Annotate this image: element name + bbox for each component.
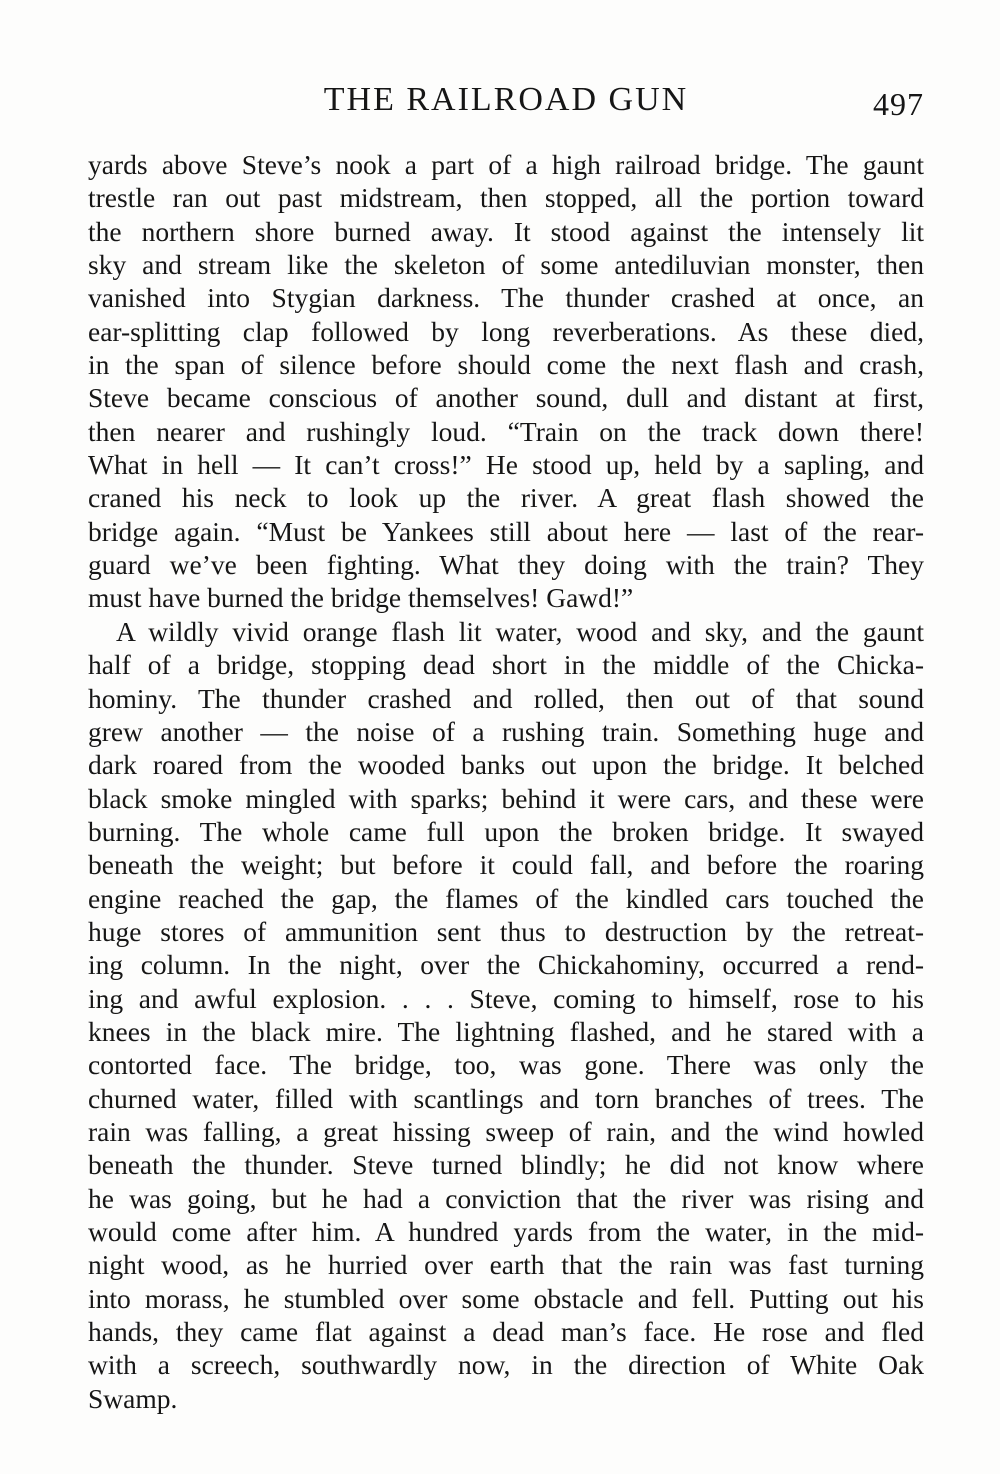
page-header (88, 80, 924, 120)
text-line: huge stores of ammunition sent thus to destruction by the retreat- (88, 915, 924, 947)
text-line: then nearer and rushingly loud. “Train on the track down there! (88, 415, 924, 447)
page-number: 497 (873, 86, 924, 122)
text-line: black smoke mingled with sparks; behind it were cars, and these were (88, 782, 924, 814)
running-head: THE RAILROAD GUN (323, 81, 689, 118)
text-line: night wood, as he hurried over earth that the rain was fast turning (88, 1249, 924, 1281)
text-line: into morass, he stumbled over some obstacle and fell. Putting out his (88, 1282, 924, 1314)
body-text (88, 148, 924, 1415)
text-line: bridge again. “Must be Yankees still about here — last of the rear- (88, 515, 924, 547)
text-line: beneath the weight; but before it could fall, and before the roaring (88, 849, 924, 881)
text-line: engine reached the gap, the flames of the kindled cars touched the (88, 882, 924, 914)
text-line: knees in the black mire. The lightning flashed, and he stared with a (88, 1015, 924, 1047)
text-line: the northern shore burned away. It stood against the intensely lit (88, 215, 924, 247)
text-line: sky and stream like the skeleton of some antediluvian monster, then (88, 249, 924, 281)
paragraph (88, 148, 924, 615)
text-line: guard we’ve been fighting. What they doing with the train? They (88, 549, 924, 581)
text-line: hands, they came flat against a dead man’s face. He rose and fled (88, 1316, 924, 1348)
text-line: yards above Steve’s nook a part of a high railroad bridge. The gaunt (88, 149, 924, 180)
paragraph (88, 615, 924, 1415)
text-line: trestle ran out past midstream, then stopped, all the portion toward (88, 182, 924, 214)
text-line: craned his neck to look up the river. A great flash showed the (88, 482, 924, 514)
text-line: hominy. The thunder crashed and rolled, then out of that sound (88, 682, 924, 714)
text-line: dark roared from the wooded banks out upon the bridge. It belched (88, 749, 924, 781)
text-line: he was going, but he had a conviction that the river was rising and (88, 1182, 924, 1214)
text-line: burning. The whole came full upon the broken bridge. It swayed (88, 815, 924, 847)
text-line: rain was falling, a great hissing sweep of rain, and the wind howled (88, 1115, 924, 1147)
text-line: A wildly vivid orange flash lit water, wood and sky, and the gaunt (116, 615, 924, 647)
text-line: vanished into Stygian darkness. The thunder crashed at once, an (88, 282, 924, 314)
text-line: must have burned the bridge themselves! Gawd!” (88, 582, 634, 614)
text-line: ing column. In the night, over the Chickahominy, occurred a rend- (88, 949, 924, 981)
text-line: in the span of silence before should come the next flash and crash, (88, 349, 924, 381)
text-line: ear-splitting clap followed by long reverberations. As these died, (88, 315, 924, 347)
text-line: contorted face. The bridge, too, was gone. There was only the (88, 1049, 924, 1081)
text-line: Steve became conscious of another sound, dull and distant at first, (88, 382, 924, 414)
text-line: Swamp. (88, 1382, 178, 1414)
text-line: with a screech, southwardly now, in the direction of White Oak (88, 1349, 924, 1381)
text-line: grew another — the noise of a rushing train. Something huge and (88, 715, 924, 747)
text-line: churned water, filled with scantlings and torn branches of trees. The (88, 1082, 924, 1114)
text-line: What in hell — It can’t cross!” He stood up, held by a sapling, and (88, 449, 924, 481)
text-line: ing and awful explosion. . . . Steve, coming to himself, rose to his (88, 982, 924, 1014)
text-line: beneath the thunder. Steve turned blindly; he did not know where (88, 1149, 924, 1181)
text-line: half of a bridge, stopping dead short in the middle of the Chicka- (88, 649, 924, 681)
text-line: would come after him. A hundred yards from the water, in the mid- (88, 1216, 924, 1247)
